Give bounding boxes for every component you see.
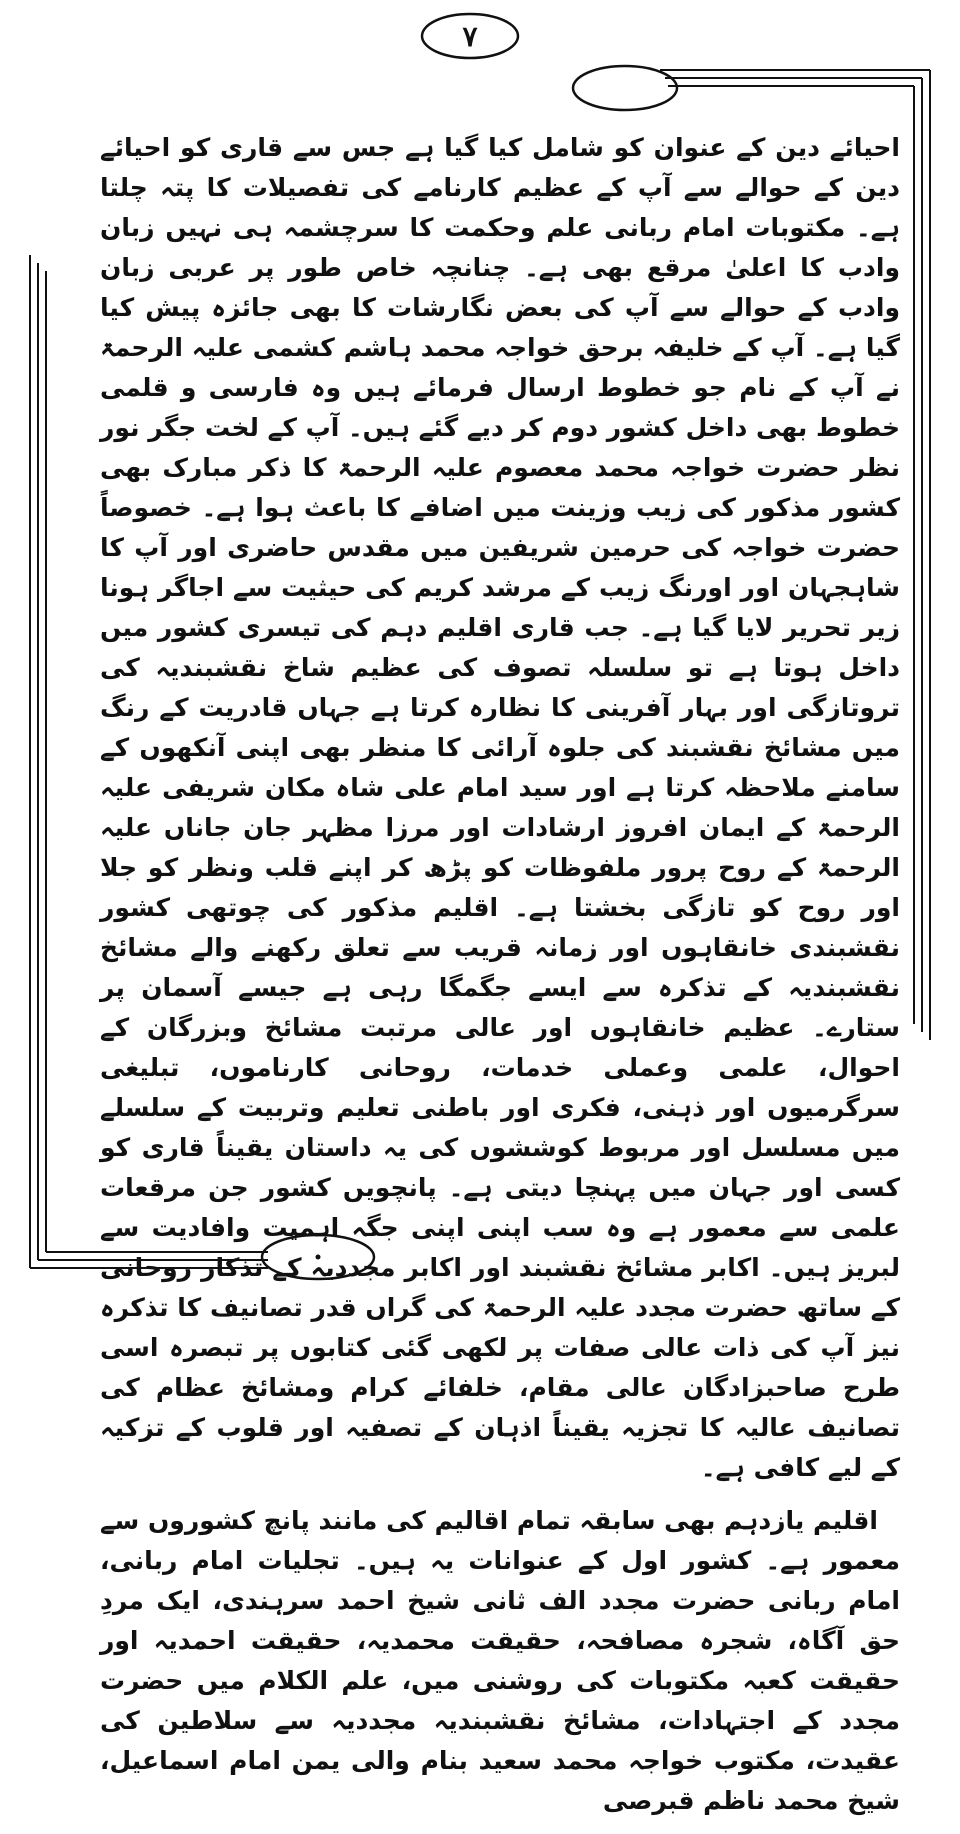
paragraph-2: اقلیم یازدہم بھی سابقہ تمام اقالیم کی مانند پانچ کشوروں سے معمور ہے۔ کشور اول کے عنوانات یہ ہیں۔ تجلیات امام ربانی، امام ربانی حضرت مجدد الف ثانی شیخ احمد سرہندی، ایک مردِ حق آگاہ، شجرہ مصافحہ، حقیقت محمدیہ، حقیقت احمدیہ اور حقیقت کعبہ مکتوبات کی روشنی میں، علم الکلام میں حضرت مجدد کے اجتہادات، مشائخ نقشبندیہ مجددیہ سے سلاطین کی عقیدت، مکتوب خواجہ محمد سعید بنام والی یمن امام اسماعیل، شیخ محمد ناظم قبرصی [100, 1506, 900, 1815]
page-number: ٧ [462, 19, 478, 53]
top-scroll-oval [573, 66, 677, 110]
paragraph-1: احیائے دین کے عنوان کو شامل کیا گیا ہے جس سے قاری کو احیائے دین کے حوالے سے آپ کے عظیم کارنامے کی تفصیلات کا پتہ چلتا ہے۔ مکتوبات امام ربانی علم وحکمت کا سرچشمہ ہی نہیں زبان وادب کا اعلیٰ مرقع بھی ہے۔ چنانچہ خاص طور پر عربی زبان وادب کے حوالے سے آپ کی بعض نگارشات کا بھی جائزہ پیش کیا گیا ہے۔ آپ کے خلیفہ برحق خواجہ محمد ہاشم کشمی علیہ الرحمۃ نے آپ کے نام جو خطوط ارسال فرمائے ہیں وہ فارسی و قلمی خطوط بھی داخل کشور دوم کر دیے گئے ہیں۔ آپ کے لخت جگر نور نظر حضرت خواجہ محمد معصوم علیہ الرحمۃ کا ذکر مبارک بھی کشور مذکور کی زیب وزینت میں اضافے کا باعث ہوا ہے۔ خصوصاً حضرت خواجہ کی حرمین شریفین میں مقدس حاضری اور آپ کا شاہجہان اور اورنگ زیب کے مرشد کریم کی حیثیت سے اجاگر ہونا زیر تحریر لایا گیا ہے۔ جب قاری اقلیم دہم کی تیسری کشور میں داخل ہوتا ہے تو سلسلہ تصوف کی عظیم شاخ نقشبندیہ کی تروتازگی اور بہار آفرینی کا نظارہ کرتا ہے جہاں قادریت کے رنگ میں مشائخ نقشبند کی جلوہ آرائی کا منظر بھی اپنی آنکھوں کے سامنے ملاحظہ کرتا ہے اور سید امام علی شاہ مکان شریفی علیہ الرحمۃ کے ایمان افروز ارشادات اور مرزا مظہر جان جاناں علیہ الرحمۃ کے روح پرور ملفوظات کو پڑھ کر اپنے قلب ونظر کو جلا اور روح کو تازگی بخشتا ہے۔ اقلیم مذکور کی چوتھی کشور نقشبندی خانقاہوں اور زمانہ قریب سے تعلق رکھنے والے مشائخ نقشبندیہ کے تذکرہ سے ایسے جگمگا رہی ہے جیسے آسمان پر ستارے۔ عظیم خانقاہوں اور عالی مرتبت مشائخ وبزرگان کے احوال، علمی وعملی خدمات، روحانی کارناموں، تبلیغی سرگرمیوں اور ذہنی، فکری اور باطنی تعلیم وتربیت کے سلسلے میں مسلسل اور مربوط کوششوں کی یہ داستان یقیناً قاری کو کسی اور جہان میں پہنچا دیتی ہے۔ پانچویں کشور جن مرقعات علمی سے معمور ہے وہ سب اپنی اپنی جگہ اہمیت وافادیت سے لبریز ہیں۔ اکابر مشائخ نقشبند اور اکابر مجددیہ کے تذکار روحانی کے ساتھ حضرت مجدد علیہ الرحمۃ کی گراں قدر تصانیف کا تذکرہ نیز آپ کی ذات عالی صفات پر لکھی گئی کتابوں پر تبصرہ اسی طرح صاحبزادگان عالی مقام، خلفائے کرام ومشائخ عظام کی تصانیف عالیہ کا تجزیہ یقیناً اذہان کے تصفیہ اور قلوب کے تزکیہ کے لیے کافی ہے۔ [100, 133, 900, 1482]
body-text [100, 128, 900, 1834]
